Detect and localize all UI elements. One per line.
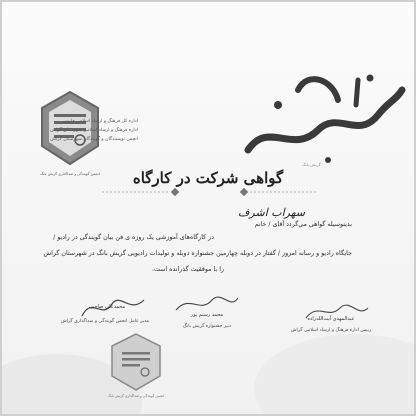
header-line-3: انجمن نویسندگان و گویندگان شهرستان گراش	[50, 137, 138, 142]
certificate-title: گواهی شرکت در کارگاه	[132, 169, 284, 187]
body-line-3: جایگاه رادیو و رسانه امروز / گفتار در دوبله چهارمین جشنواره دوبله و تولیدات رادیویی گریش بانگ در شهرستان گراش	[43, 250, 352, 257]
body-line-4: را با موفقیت گذرانده است.	[151, 266, 224, 273]
signature-role-2: دبیر جشنواره گریش بانگ	[182, 324, 232, 329]
signature-name-3: عبدالمهدی آیت‌الله‌زاده	[307, 316, 355, 322]
emblem-bottom-text: انجمن گویندگی و صداگذاری گریش بانگ	[107, 394, 165, 398]
recipient-name: سهراب اشرف	[238, 206, 306, 219]
signature-role-3: رییس اداره فرهنگ و ارشاد اسلامی گراش	[290, 328, 372, 333]
signature-name-2: محمد رستم پور	[190, 312, 224, 318]
logo-text: گریش بانگ	[302, 162, 321, 167]
title-ornament-left	[102, 188, 182, 196]
header-line-2: اداره فرهنگ و ارشاد اسلامی شهرستان گراش	[50, 128, 138, 133]
calligraphy-logo-icon	[238, 60, 408, 170]
signature-role-1: مدیر عامل انجمن گویندگی و صداگذاری گراش	[61, 319, 149, 324]
body-line-2: در کارگاه‌های آموزشی یک روزه ی فن بیان گویندگی در رادیو /	[53, 234, 214, 241]
emblem-seal-bottom-icon	[108, 332, 164, 392]
decorative-corner-right	[254, 334, 416, 416]
title-ornament-right	[238, 188, 318, 196]
emblem-top-text: انجمن گویندگی و صداگذاری گریش بانگ	[40, 172, 100, 176]
signature-name-1: محمدعلی صاحبی	[88, 304, 126, 310]
body-line-1: بدینوسیله گواهی می‌گردد آقای / خانم	[254, 221, 352, 228]
header-line-1: اداره کل فرهنگ و ارشاد اسلامی فارس	[63, 119, 138, 124]
